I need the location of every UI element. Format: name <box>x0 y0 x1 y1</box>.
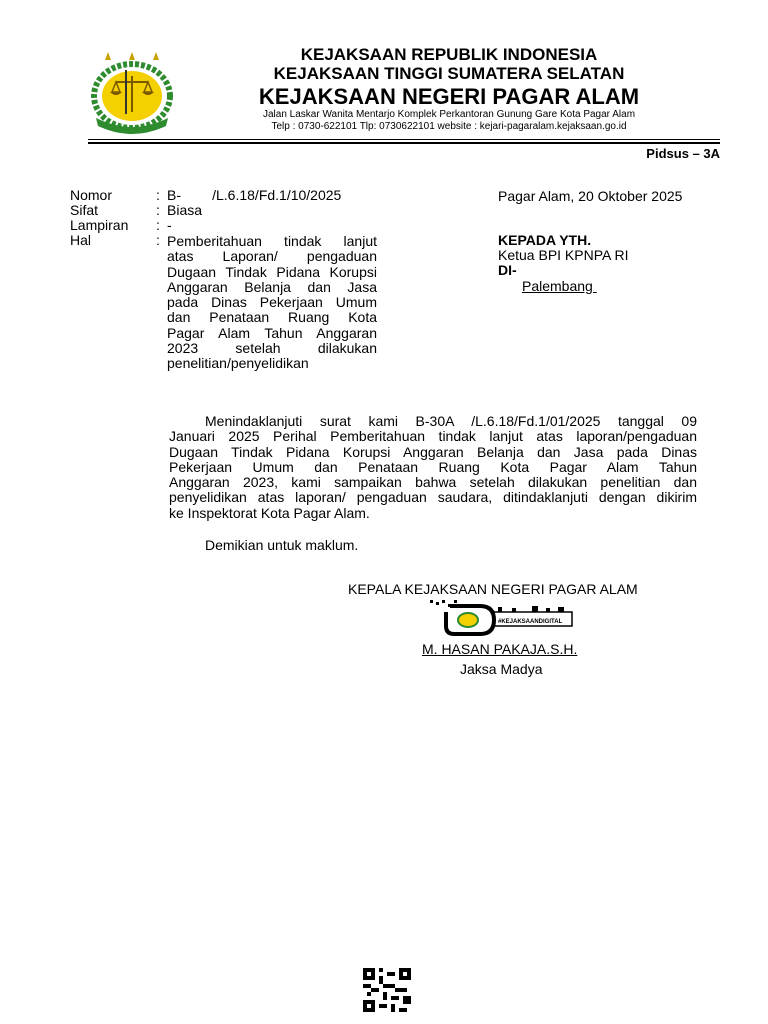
recipient-city: Palembang <box>522 278 597 294</box>
recipient-heading: KEPADA YTH. <box>498 232 592 248</box>
hal-line: Anggaran Belanja dan Jasa <box>167 278 377 295</box>
institution-name-line2: KEJAKSAAN TINGGI SUMATERA SELATAN <box>273 64 625 83</box>
nomor-label: Nomor <box>70 187 113 203</box>
institution-address: Jalan Laskar Wanita Mentarjo Komplek Perkantoran Gunung Gare Kota Pagar Alam <box>262 109 636 120</box>
institution-name-line1: KEJAKSAAN REPUBLIK INDONESIA <box>300 45 598 64</box>
letter-date: Pagar Alam, 20 Oktober 2025 <box>498 188 683 204</box>
hal-colon: : <box>156 232 160 248</box>
nomor-value: B- /L.6.18/Fd.1/10/2025 <box>167 187 342 203</box>
lampiran-value: - <box>167 217 172 233</box>
digital-signature-stamp-icon <box>428 598 578 638</box>
hal-line: 2023 setelah dilakukan <box>167 340 377 357</box>
kejaksaan-logo-icon <box>86 50 178 138</box>
sifat-label: Sifat <box>70 202 99 218</box>
stamp-text: #KEJAKSAANDIGITAL <box>498 619 563 625</box>
hal-line: Dugaan Tindak Pidana Korupsi <box>167 263 377 280</box>
signer-name: M. HASAN PAKAJA.S.H. <box>422 641 578 657</box>
hal-line: penelitian/penyelidikan <box>167 355 309 372</box>
sifat-value: Biasa <box>167 202 203 218</box>
lampiran-label: Lampiran <box>70 217 129 233</box>
sifat-colon: : <box>156 202 160 218</box>
hal-line: pada Dinas Pekerjaan Umum <box>167 294 377 311</box>
hal-value <box>167 234 377 372</box>
hal-line: atas Laporan/ pengaduan <box>167 248 377 265</box>
signature-title: KEPALA KEJAKSAAN NEGERI PAGAR ALAM <box>348 581 638 597</box>
lampiran-colon: : <box>156 217 160 233</box>
body-line: Menindaklanjuti surat kami B-30A /L.6.18/Fd.1/01/2025 tanggal 09 <box>205 413 697 429</box>
letterhead-divider-thin <box>88 139 720 140</box>
body-line: Januari 2025 Perihal Pemberitahuan tindak lanjut atas laporan/pengaduan <box>169 428 697 445</box>
form-code: Pidsus – 3A <box>646 146 720 161</box>
body-line: penyelidikan atas laporan/ pengaduan saudara, ditindaklanjuti dengan dikirim <box>169 489 697 506</box>
body-paragraph <box>169 414 697 521</box>
body-line: Anggaran 2023, kami sampaikan bahwa setelah dilakukan penelitian dan <box>169 474 697 491</box>
body-line: Dugaan Tindak Pidana Korupsi Anggaran Belanja dan Jasa pada Dinas <box>169 443 697 460</box>
hal-label: Hal <box>70 232 92 248</box>
institution-name-line3: KEJAKSAAN NEGERI PAGAR ALAM <box>258 84 640 109</box>
hal-line: Pemberitahuan tindak lanjut <box>167 233 377 249</box>
body-line: Pekerjaan Umum dan Penataan Ruang Kota Pagar Alam Tahun <box>169 458 697 475</box>
hal-line: dan Penataan Ruang Kota <box>167 309 377 326</box>
signer-rank: Jaksa Madya <box>460 661 543 677</box>
letterhead-divider-thick <box>88 142 720 144</box>
institution-contact: Telp : 0730-622101 Tlp: 0730622101 website : kejari-pagaralam.kejaksaan.go.id <box>271 121 627 132</box>
recipient-name: Ketua BPI KPNPA RI <box>498 247 629 263</box>
closing-text: Demikian untuk maklum. <box>205 537 359 553</box>
qr-code-icon <box>363 968 411 1012</box>
body-line: ke Inspektorat Kota Pagar Alam. <box>169 504 370 521</box>
recipient-di: DI- <box>498 262 517 278</box>
nomor-colon: : <box>156 187 160 203</box>
hal-line: Pagar Alam Tahun Anggaran <box>167 324 377 341</box>
